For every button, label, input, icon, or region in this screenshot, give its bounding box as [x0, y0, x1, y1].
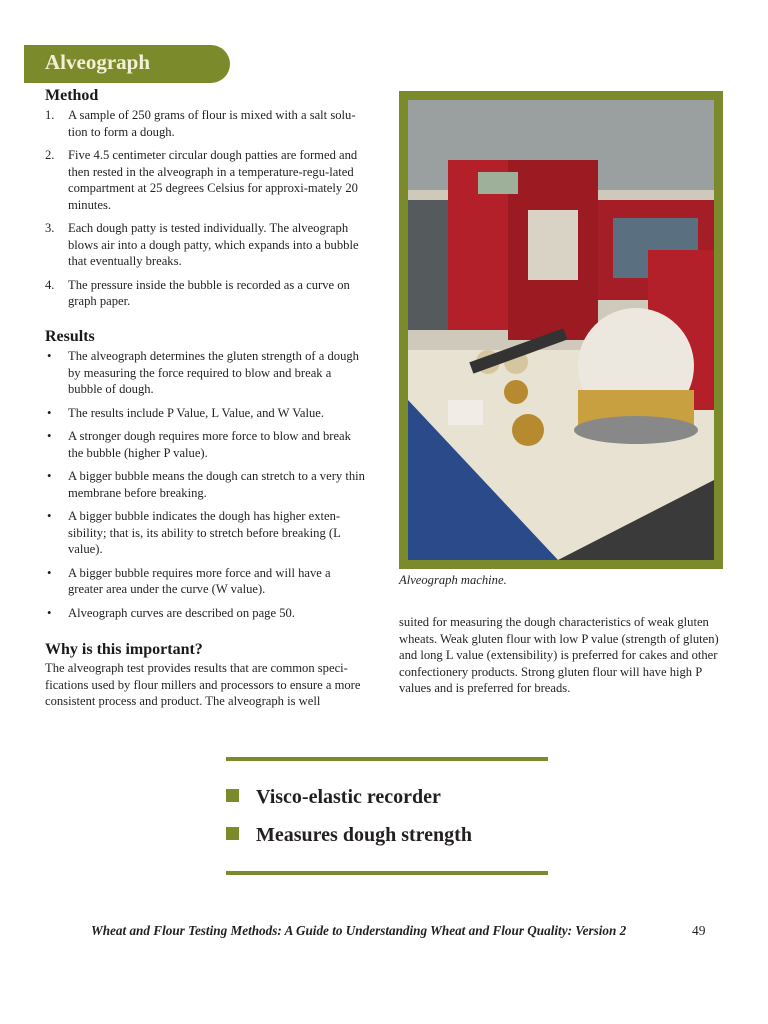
results-heading: Results: [45, 328, 95, 345]
photo-caption: Alveograph machine.: [399, 573, 507, 587]
method-item: 4. The pressure inside the bubble is recorded as a curve on graph paper.: [45, 277, 350, 308]
method-list: [45, 107, 367, 310]
results-item: • Alveograph curves are described on page 50.: [47, 605, 295, 620]
page-number: 49: [692, 923, 706, 938]
results-list: [45, 348, 367, 621]
section-title-tab: [24, 45, 230, 83]
key-point-item: Visco-elastic recorder: [226, 786, 441, 809]
results-item: • A bigger bubble means the dough can stretch to a very thin membrane before breaking.: [47, 469, 365, 500]
why-paragraph-right-container: [399, 614, 724, 697]
method-heading: Method: [45, 87, 99, 104]
results-item: • A bigger bubble indicates the dough has higher exten-sibility; that is, its ability to stretch before breaking (L value).: [47, 509, 341, 556]
method-item: 1. A sample of 250 grams of flour is mixed with a salt solu-tion to form a dough.: [45, 108, 356, 139]
results-item: • A stronger dough requires more force to blow and break the bubble (higher P value).: [47, 429, 351, 460]
section-title: Alveograph: [45, 50, 150, 74]
key-points-top-rule: [226, 757, 548, 761]
square-bullet-icon: [226, 827, 239, 840]
square-bullet-icon: [226, 789, 239, 802]
photo-frame: [399, 91, 723, 569]
results-list-container: [45, 348, 367, 628]
why-heading: Why is this important?: [45, 641, 203, 658]
alveograph-photo-illustration: [408, 100, 714, 560]
method-item: 3. Each dough patty is tested individually. The alveograph blows air into a dough patty, which expands into a bubble that eventually breaks.: [45, 221, 359, 268]
key-points-bottom-rule: [226, 871, 548, 875]
why-paragraph-left-container: [45, 660, 367, 710]
key-point-item: Measures dough strength: [226, 824, 472, 847]
results-item: • The results include P Value, L Value, and W Value.: [47, 405, 325, 420]
results-item: • A bigger bubble requires more force and will have a greater area under the curve (W value).: [47, 565, 331, 596]
alveograph-photo: [408, 100, 714, 560]
why-paragraph-right: suited for measuring the dough characteristics of weak gluten wheats. Weak gluten flour with low P value (strength of gluten) and long L value (extensibility) is preferred for cakes and other confectionery products. Strong gluten flour will have high P values and is preferred for breads.: [399, 615, 719, 695]
method-list-container: [45, 107, 367, 317]
method-item: 2. Five 4.5 centimeter circular dough patties are formed and then rested in the alveograph in a temperature-regu-lated compartment at 25 degrees Celsius for approxi-mately 20 minutes.: [45, 148, 358, 212]
results-item: • The alveograph determines the gluten strength of a dough by measuring the force required to blow and break a bubble of dough.: [47, 349, 359, 396]
why-paragraph-left: The alveograph test provides results that are common speci-fications used by flour millers and processors to ensure a more consistent process and product. The alveograph is well: [45, 661, 361, 708]
footer-title: Wheat and Flour Testing Methods: A Guide to Understanding Wheat and Flour Quality: Version 2: [91, 923, 627, 938]
